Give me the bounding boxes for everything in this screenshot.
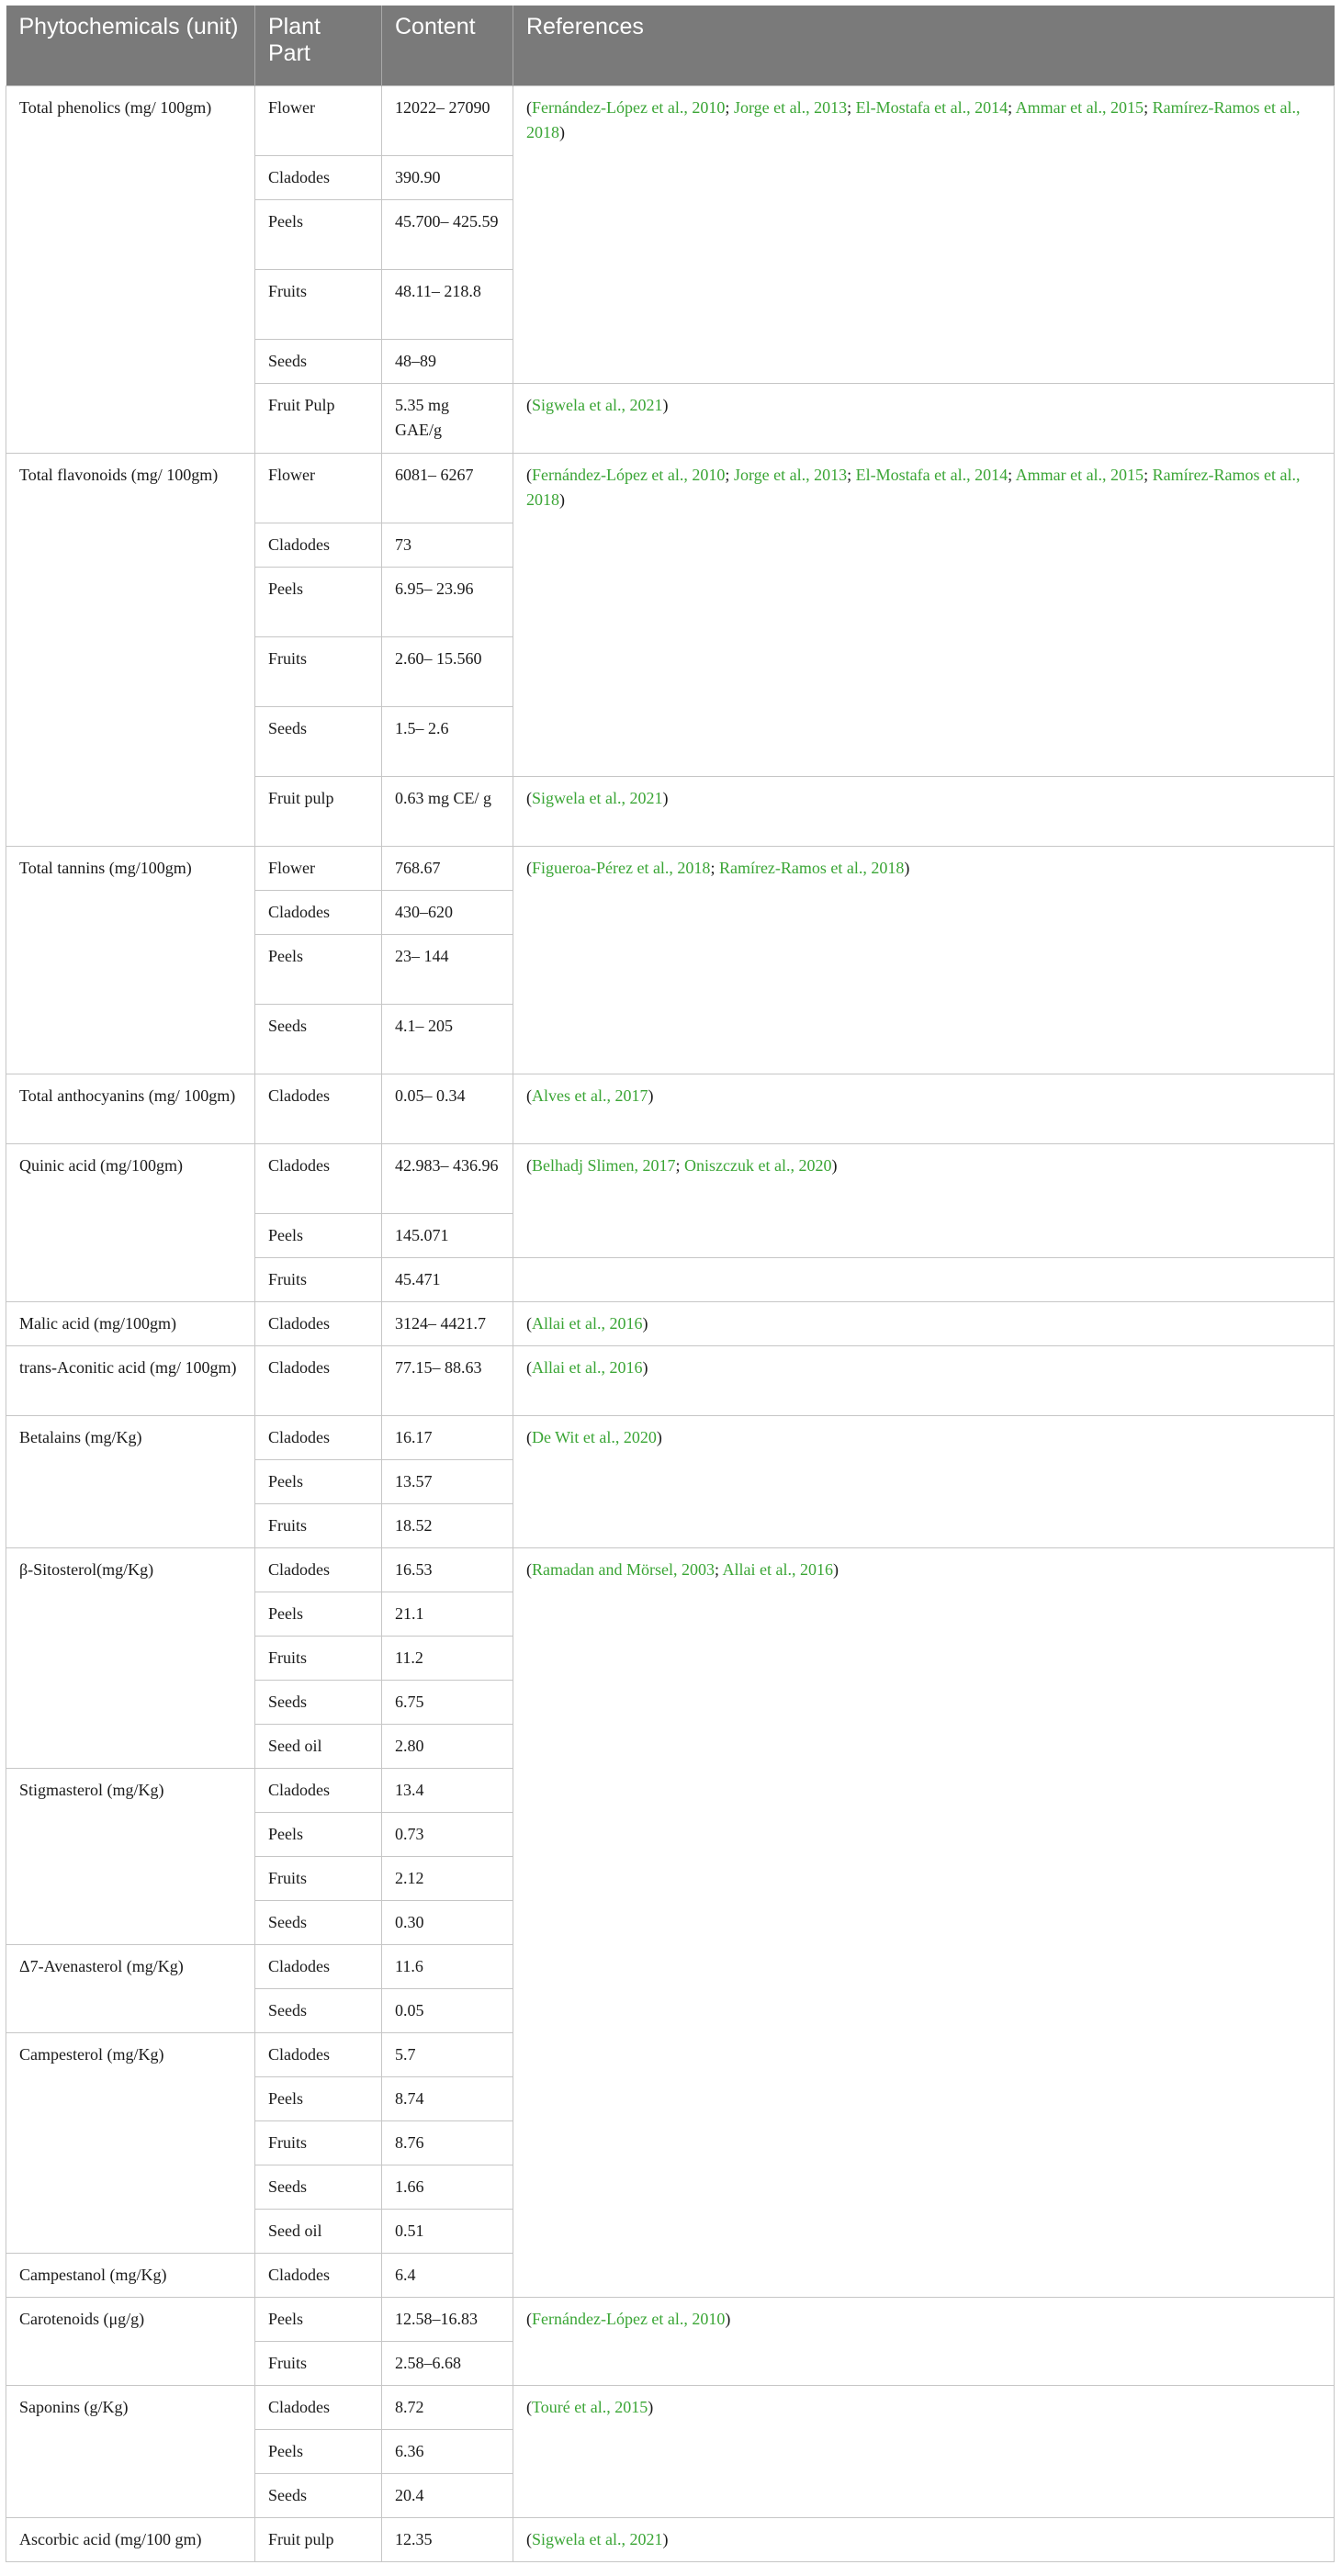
plant-part-cell: Cladodes: [255, 1944, 382, 1988]
content-cell: 20.4: [382, 2473, 513, 2517]
references-cell: (Sigwela et al., 2021): [513, 776, 1335, 846]
compound-cell: Ascorbic acid (mg/100 gm): [6, 2517, 255, 2561]
plant-part-cell: Peels: [255, 567, 382, 636]
plant-part-cell: Cladodes: [255, 1415, 382, 1459]
plant-part-cell: Peels: [255, 2076, 382, 2120]
plant-part-cell: Fruits: [255, 1503, 382, 1547]
header-plant-part: Plant Part: [255, 6, 382, 85]
plant-part-cell: Cladodes: [255, 155, 382, 199]
plant-part-cell: Cladodes: [255, 890, 382, 934]
plant-part-cell: Cladodes: [255, 2032, 382, 2076]
content-cell: 145.071: [382, 1213, 513, 1257]
references-cell: (Alves et al., 2017): [513, 1074, 1335, 1143]
compound-cell: Total flavonoids (mg/ 100gm): [6, 453, 255, 846]
content-cell: 77.15– 88.63: [382, 1345, 513, 1415]
table-row: [6, 1301, 1335, 1345]
compound-cell: Malic acid (mg/100gm): [6, 1301, 255, 1345]
citation-link[interactable]: Jorge et al., 2013: [733, 465, 848, 484]
content-cell: 11.6: [382, 1944, 513, 1988]
references-cell: (Fernández-López et al., 2010; Jorge et al., 2013; El-Mostafa et al., 2014; Ammar et al., 2015; Ramírez-Ramos et al., 2018): [513, 85, 1335, 383]
table-row: [6, 85, 1335, 155]
table-row: [6, 1143, 1335, 1213]
content-cell: 3124– 4421.7: [382, 1301, 513, 1345]
plant-part-cell: Seeds: [255, 1680, 382, 1724]
plant-part-cell: Seeds: [255, 2473, 382, 2517]
compound-cell: Stigmasterol (mg/Kg): [6, 1768, 255, 1944]
content-cell: 2.80: [382, 1724, 513, 1768]
citation-link[interactable]: Touré et al., 2015: [532, 2397, 648, 2416]
references-cell: (Allai et al., 2016): [513, 1345, 1335, 1415]
content-cell: 13.57: [382, 1459, 513, 1503]
table-row: [6, 846, 1335, 890]
plant-part-cell: Cladodes: [255, 1547, 382, 1592]
plant-part-cell: Flower: [255, 846, 382, 890]
content-cell: 390.90: [382, 155, 513, 199]
compound-cell: Campesterol (mg/Kg): [6, 2032, 255, 2253]
references-cell: (Sigwela et al., 2021): [513, 383, 1335, 453]
compound-cell: Carotenoids (μg/g): [6, 2297, 255, 2385]
compound-cell: Total anthocyanins (mg/ 100gm): [6, 1074, 255, 1143]
plant-part-cell: Seed oil: [255, 2209, 382, 2253]
plant-part-cell: Cladodes: [255, 523, 382, 567]
content-cell: 48.11– 218.8: [382, 269, 513, 339]
content-cell: 23– 144: [382, 934, 513, 1004]
compound-cell: Total tannins (mg/100gm): [6, 846, 255, 1074]
plant-part-cell: Peels: [255, 1592, 382, 1636]
content-cell: 8.74: [382, 2076, 513, 2120]
citation-link[interactable]: Ramírez-Ramos et al., 2018: [718, 858, 905, 877]
citation-link[interactable]: Ramírez-Ramos et al., 2018: [526, 97, 1301, 141]
citation-link[interactable]: Sigwela et al., 2021: [532, 2529, 663, 2548]
table-row: [6, 1074, 1335, 1143]
content-cell: 8.72: [382, 2385, 513, 2429]
content-cell: 5.7: [382, 2032, 513, 2076]
compound-cell: Saponins (g/Kg): [6, 2385, 255, 2517]
plant-part-cell: Cladodes: [255, 1345, 382, 1415]
references-cell: (De Wit et al., 2020): [513, 1415, 1335, 1547]
table-row: [6, 1415, 1335, 1459]
citation-link[interactable]: De Wit et al., 2020: [532, 1427, 657, 1446]
citation-link[interactable]: Fernández-López et al., 2010: [532, 2309, 726, 2328]
compound-cell: β-Sitosterol(mg/Kg): [6, 1547, 255, 1768]
plant-part-cell: Seeds: [255, 1900, 382, 1944]
content-cell: 42.983– 436.96: [382, 1143, 513, 1213]
plant-part-cell: Flower: [255, 453, 382, 523]
plant-part-cell: Seeds: [255, 1004, 382, 1074]
content-cell: 12.35: [382, 2517, 513, 2561]
citation-link[interactable]: Belhadj Slimen, 2017: [532, 1155, 676, 1175]
content-cell: 0.30: [382, 1900, 513, 1944]
plant-part-cell: Cladodes: [255, 1768, 382, 1812]
plant-part-cell: Flower: [255, 85, 382, 155]
content-cell: 430–620: [382, 890, 513, 934]
content-cell: 73: [382, 523, 513, 567]
content-cell: 11.2: [382, 1636, 513, 1680]
plant-part-cell: Seeds: [255, 706, 382, 776]
plant-part-cell: Fruit pulp: [255, 2517, 382, 2561]
references-cell: (Allai et al., 2016): [513, 1301, 1335, 1345]
plant-part-cell: Fruits: [255, 2341, 382, 2385]
content-cell: 0.73: [382, 1812, 513, 1856]
content-cell: 16.53: [382, 1547, 513, 1592]
table-row: [6, 2517, 1335, 2561]
plant-part-cell: Cladodes: [255, 1143, 382, 1213]
content-cell: 21.1: [382, 1592, 513, 1636]
citation-link[interactable]: El-Mostafa et al., 2014: [855, 465, 1009, 484]
content-cell: 12.58–16.83: [382, 2297, 513, 2341]
table-row: [6, 453, 1335, 523]
content-cell: 16.17: [382, 1415, 513, 1459]
citation-link[interactable]: Figueroa-Pérez et al., 2018: [532, 858, 711, 877]
plant-part-cell: Fruit Pulp: [255, 383, 382, 453]
phytochemicals-table: [6, 6, 1335, 2562]
content-cell: 12022– 27090: [382, 85, 513, 155]
content-cell: 8.76: [382, 2120, 513, 2165]
citation-link[interactable]: Sigwela et al., 2021: [532, 395, 663, 414]
content-cell: 48–89: [382, 339, 513, 383]
compound-cell: trans-Aconitic acid (mg/ 100gm): [6, 1345, 255, 1415]
plant-part-cell: Seeds: [255, 1988, 382, 2032]
references-cell: (Fernández-López et al., 2010): [513, 2297, 1335, 2385]
content-cell: 768.67: [382, 846, 513, 890]
citation-link[interactable]: Allai et al., 2016: [722, 1559, 833, 1579]
plant-part-cell: Seeds: [255, 339, 382, 383]
content-cell: 2.58–6.68: [382, 2341, 513, 2385]
citation-link[interactable]: Allai et al., 2016: [532, 1313, 643, 1333]
citation-link[interactable]: Fernández-López et al., 2010: [532, 465, 726, 484]
content-cell: 45.471: [382, 1257, 513, 1301]
header-phytochemicals: Phytochemicals (unit): [6, 6, 255, 85]
references-cell-empty: [513, 1257, 1335, 1301]
plant-part-cell: Cladodes: [255, 1074, 382, 1143]
references-cell: (Touré et al., 2015): [513, 2385, 1335, 2517]
header-references: References: [513, 6, 1335, 85]
references-cell: (Ramadan and Mörsel, 2003; Allai et al., 2016): [513, 1547, 1335, 2297]
table-row: [6, 2297, 1335, 2341]
plant-part-cell: Peels: [255, 1459, 382, 1503]
plant-part-cell: Cladodes: [255, 2253, 382, 2297]
content-cell: 2.60– 15.560: [382, 636, 513, 706]
table-row: [6, 1345, 1335, 1415]
references-cell: (Sigwela et al., 2021): [513, 2517, 1335, 2561]
plant-part-cell: Peels: [255, 2429, 382, 2473]
content-cell: 6081– 6267: [382, 453, 513, 523]
content-cell: 5.35 mg GAE/g: [382, 383, 513, 453]
plant-part-cell: Peels: [255, 1213, 382, 1257]
table-row: [6, 2385, 1335, 2429]
plant-part-cell: Fruits: [255, 636, 382, 706]
compound-cell: Quinic acid (mg/100gm): [6, 1143, 255, 1301]
content-cell: 6.36: [382, 2429, 513, 2473]
references-cell: (Figueroa-Pérez et al., 2018; Ramírez-Ramos et al., 2018): [513, 846, 1335, 1074]
citation-link[interactable]: Ammar et al., 2015: [1015, 465, 1144, 484]
compound-cell: Δ7-Avenasterol (mg/Kg): [6, 1944, 255, 2032]
references-cell: (Belhadj Slimen, 2017; Oniszczuk et al., 2020): [513, 1143, 1335, 1257]
table-header: [6, 6, 1335, 85]
table-row: [6, 1547, 1335, 1592]
plant-part-cell: Cladodes: [255, 2385, 382, 2429]
plant-part-cell: Cladodes: [255, 1301, 382, 1345]
citation-link[interactable]: Ramírez-Ramos et al., 2018: [526, 465, 1301, 509]
citation-link[interactable]: Jorge et al., 2013: [733, 97, 848, 117]
content-cell: 13.4: [382, 1768, 513, 1812]
plant-part-cell: Peels: [255, 2297, 382, 2341]
table-body: [6, 85, 1335, 2561]
content-cell: 0.05– 0.34: [382, 1074, 513, 1143]
plant-part-cell: Peels: [255, 199, 382, 269]
citation-link[interactable]: El-Mostafa et al., 2014: [855, 97, 1009, 117]
citation-link[interactable]: Oniszczuk et al., 2020: [684, 1155, 832, 1175]
citation-link[interactable]: Alves et al., 2017: [532, 1086, 648, 1105]
content-cell: 45.700– 425.59: [382, 199, 513, 269]
content-cell: 6.75: [382, 1680, 513, 1724]
references-cell: (Fernández-López et al., 2010; Jorge et al., 2013; El-Mostafa et al., 2014; Ammar et al., 2015; Ramírez-Ramos et al., 2018): [513, 453, 1335, 776]
content-cell: 6.95– 23.96: [382, 567, 513, 636]
plant-part-cell: Peels: [255, 934, 382, 1004]
plant-part-cell: Fruits: [255, 1636, 382, 1680]
content-cell: 0.51: [382, 2209, 513, 2253]
citation-link[interactable]: Allai et al., 2016: [532, 1357, 643, 1377]
plant-part-cell: Fruits: [255, 2120, 382, 2165]
content-cell: 1.5– 2.6: [382, 706, 513, 776]
content-cell: 1.66: [382, 2165, 513, 2209]
content-cell: 2.12: [382, 1856, 513, 1900]
citation-link[interactable]: Ramadan and Mörsel, 2003: [532, 1559, 715, 1579]
plant-part-cell: Seed oil: [255, 1724, 382, 1768]
compound-cell: Campestanol (mg/Kg): [6, 2253, 255, 2297]
citation-link[interactable]: Sigwela et al., 2021: [532, 788, 663, 807]
content-cell: 18.52: [382, 1503, 513, 1547]
plant-part-cell: Fruits: [255, 1856, 382, 1900]
citation-link[interactable]: Fernández-López et al., 2010: [532, 97, 726, 117]
plant-part-cell: Fruits: [255, 269, 382, 339]
content-cell: 0.63 mg CE/ g: [382, 776, 513, 846]
header-content: Content: [382, 6, 513, 85]
compound-cell: Total phenolics (mg/ 100gm): [6, 85, 255, 453]
plant-part-cell: Seeds: [255, 2165, 382, 2209]
citation-link[interactable]: Ammar et al., 2015: [1015, 97, 1144, 117]
plant-part-cell: Fruits: [255, 1257, 382, 1301]
plant-part-cell: Peels: [255, 1812, 382, 1856]
content-cell: 4.1– 205: [382, 1004, 513, 1074]
content-cell: 6.4: [382, 2253, 513, 2297]
plant-part-cell: Fruit pulp: [255, 776, 382, 846]
content-cell: 0.05: [382, 1988, 513, 2032]
compound-cell: Betalains (mg/Kg): [6, 1415, 255, 1547]
